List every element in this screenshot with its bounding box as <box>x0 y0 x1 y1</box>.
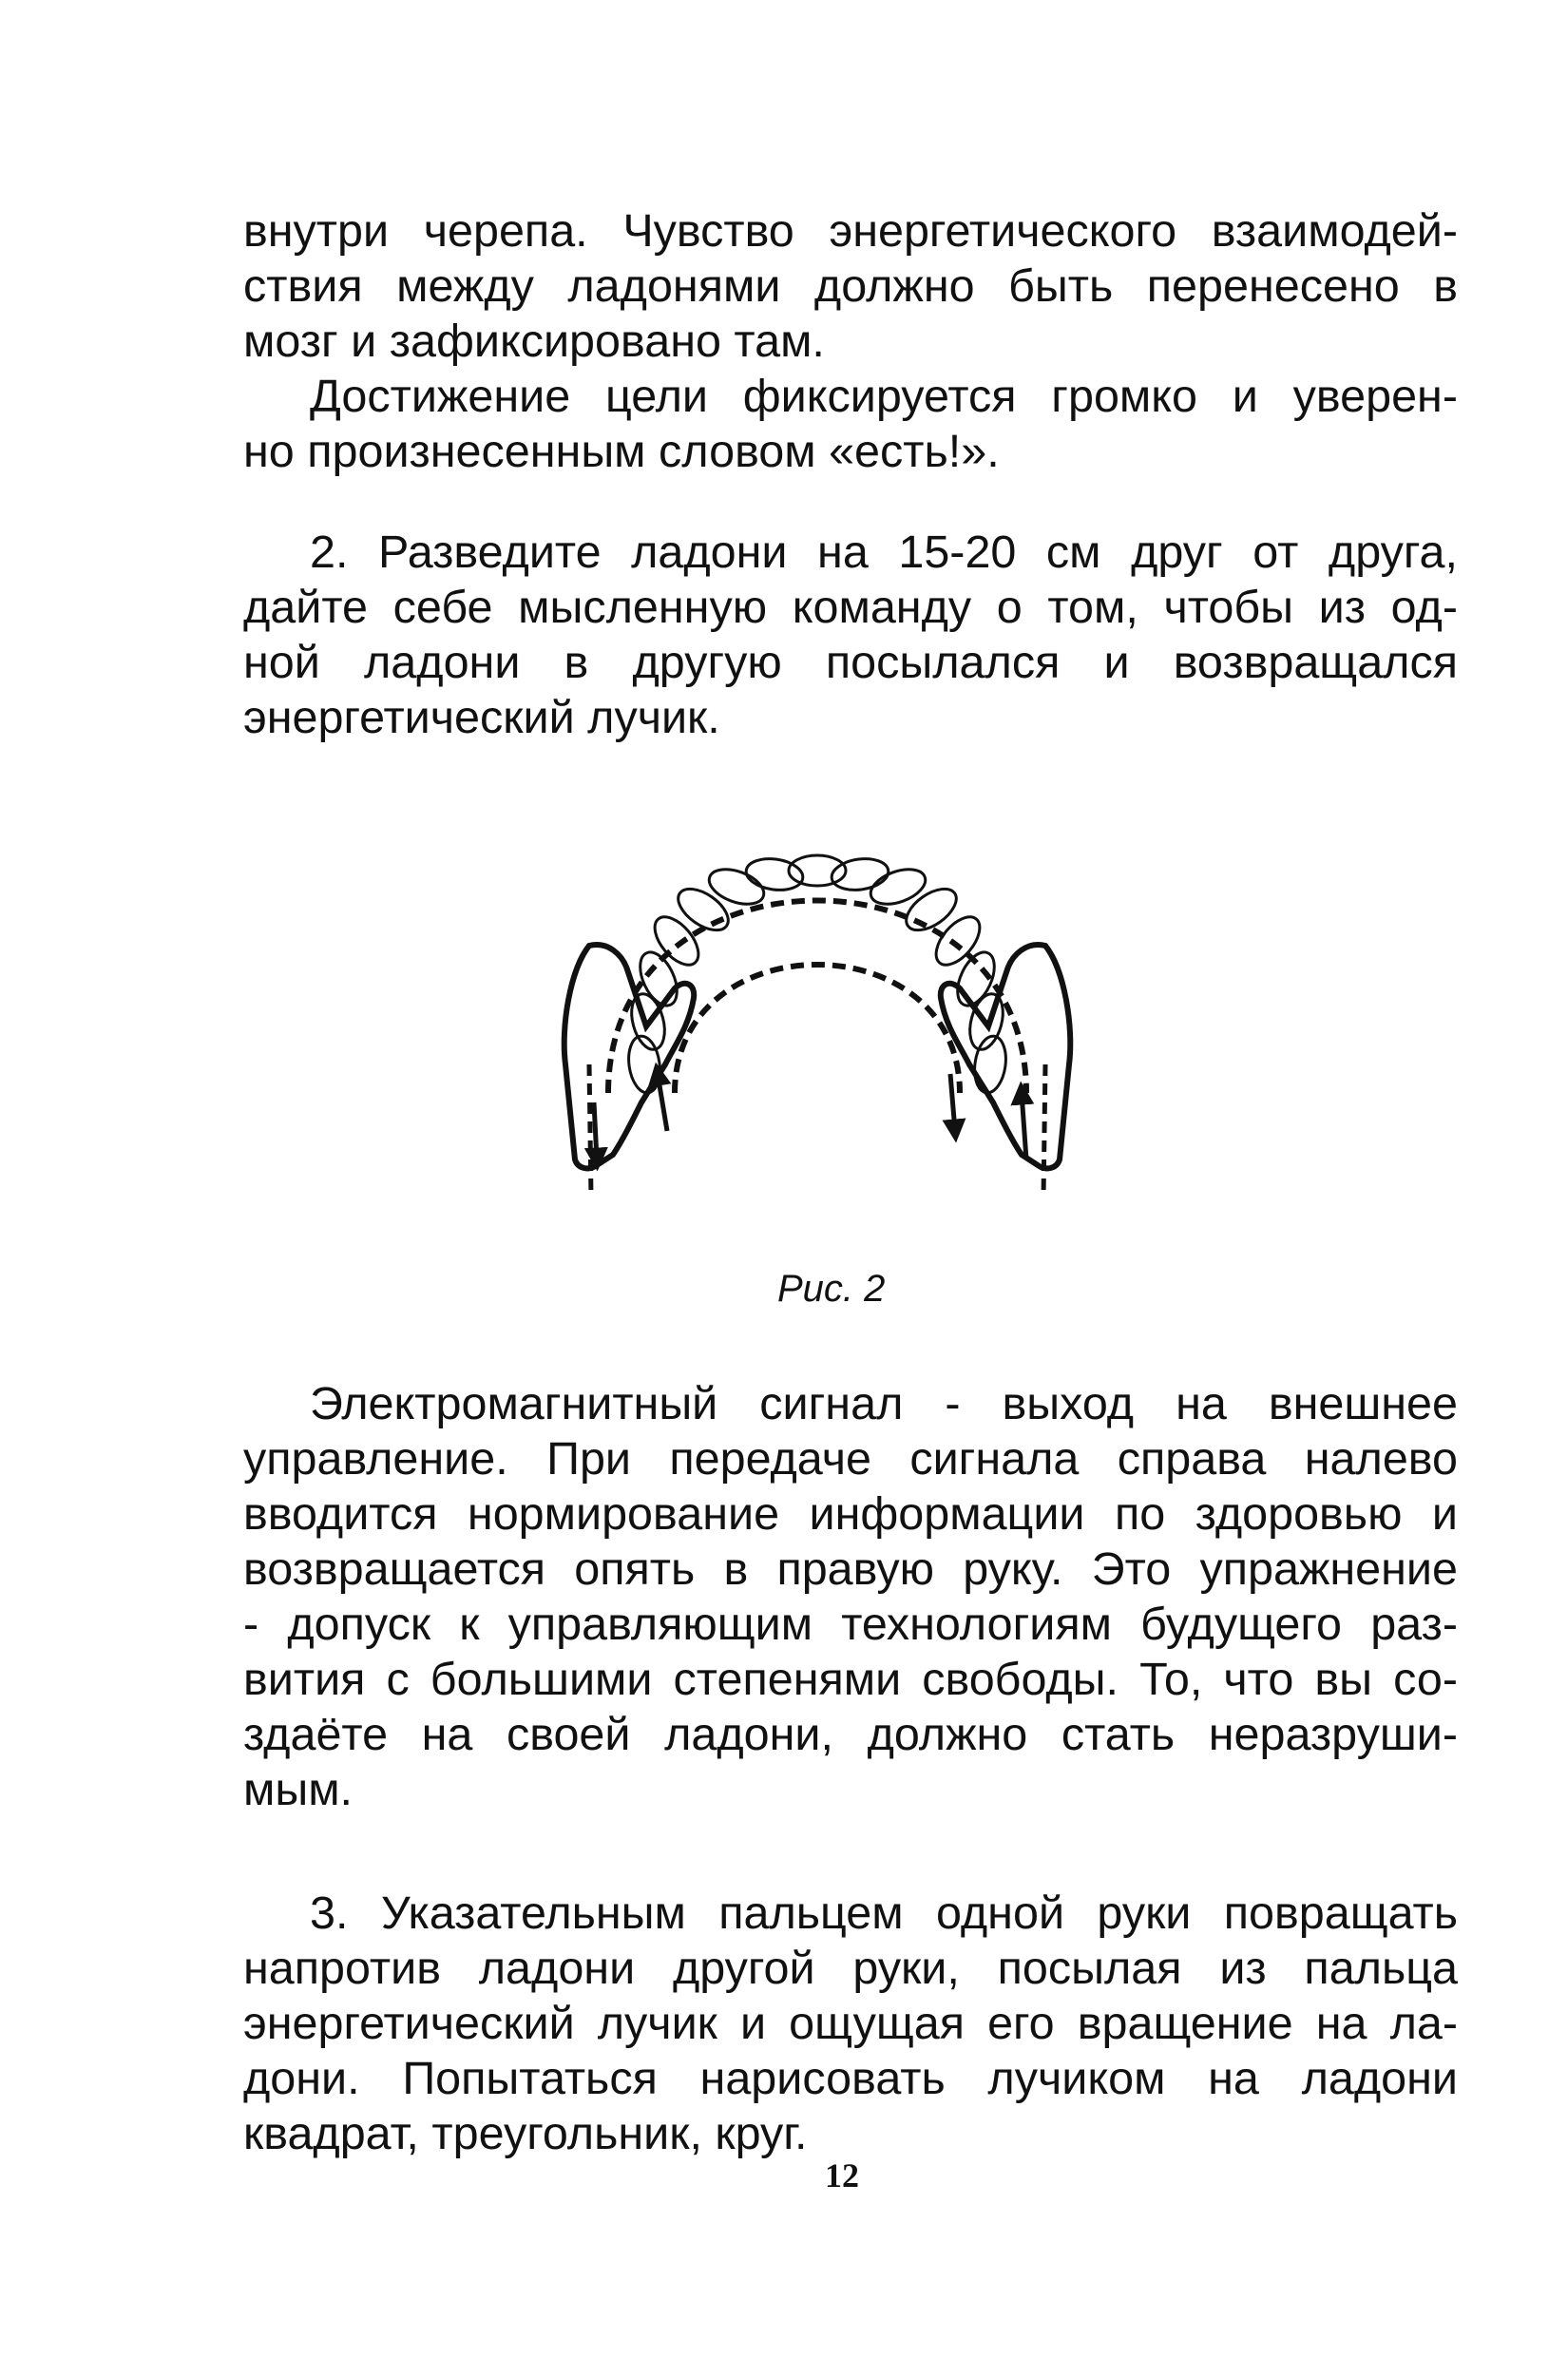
text-line: Достижение цели фиксируется громко и уверен- <box>310 371 1458 422</box>
paragraph-3 <box>243 525 1458 745</box>
text-line: управление. При передаче сигнала справа налево <box>243 1433 1458 1485</box>
inner-dashed-arc <box>675 965 960 1093</box>
text-line: энергетический лучик и ощущая его вращение на ла- <box>243 1998 1458 2049</box>
energy-chain <box>625 855 1009 1095</box>
hands-energy-arc-figure <box>532 779 1102 1236</box>
text-line: квадрат, треугольник, круг. <box>243 2108 808 2159</box>
text-line: ствия между ладонями должно быть перенесено в <box>243 260 1458 312</box>
figure-caption: Рис. 2 <box>777 1268 886 1310</box>
text-line: вития с большими степенями свободы. То, что вы со- <box>243 1654 1458 1705</box>
left-exit-dashed-line <box>589 1064 591 1198</box>
paragraph-1 <box>243 203 1458 369</box>
text-line: внутри черепа. Чувство энергетического взаимодей- <box>243 205 1458 257</box>
right-down-arrow-icon <box>950 1074 955 1131</box>
text-line: мозг и зафиксировано там. <box>243 316 825 367</box>
text-line: вводится нормирование информации по здоровью и <box>243 1488 1458 1540</box>
text-line: мым. <box>243 1764 354 1815</box>
paragraph-4 <box>243 1376 1458 1817</box>
text-line: напротив ладони другой руки, посылая из пальца <box>243 1943 1458 1994</box>
text-line: 3. Указательным пальцем одной руки повращать <box>310 1887 1458 1939</box>
paragraph-5 <box>243 1886 1458 2161</box>
text-line: дони. Попытаться нарисовать лучиком на ладони <box>243 2053 1458 2104</box>
text-line: ной ладони в другую посылался и возвращался <box>243 637 1458 688</box>
text-line: энергетический лучик. <box>243 692 720 743</box>
text-line: 2. Разведите ладони на 15-20 см друг от друга, <box>310 527 1458 578</box>
left-up-arrow-icon <box>658 1074 667 1131</box>
text-line: - допуск к управляющим технологиям будущего раз- <box>243 1599 1458 1650</box>
paragraph-2 <box>243 369 1458 479</box>
text-line: но произнесенным словом «есть!». <box>243 426 1000 477</box>
text-line: Электромагнитный сигнал - выход на внешнее <box>310 1378 1458 1429</box>
right-up-arrow-icon <box>1022 1093 1026 1159</box>
text-line: дайте себе мысленную команду о том, чтобы из од- <box>243 582 1458 633</box>
right-exit-dashed-line <box>1043 1064 1045 1198</box>
text-line: здаёте на своей ладони, должно стать неразруши- <box>243 1709 1458 1760</box>
page-number: 12 <box>825 2156 859 2194</box>
left-down-arrow-icon <box>594 1102 597 1159</box>
text-line: возвращается опять в правую руку. Это упражнение <box>243 1543 1458 1595</box>
